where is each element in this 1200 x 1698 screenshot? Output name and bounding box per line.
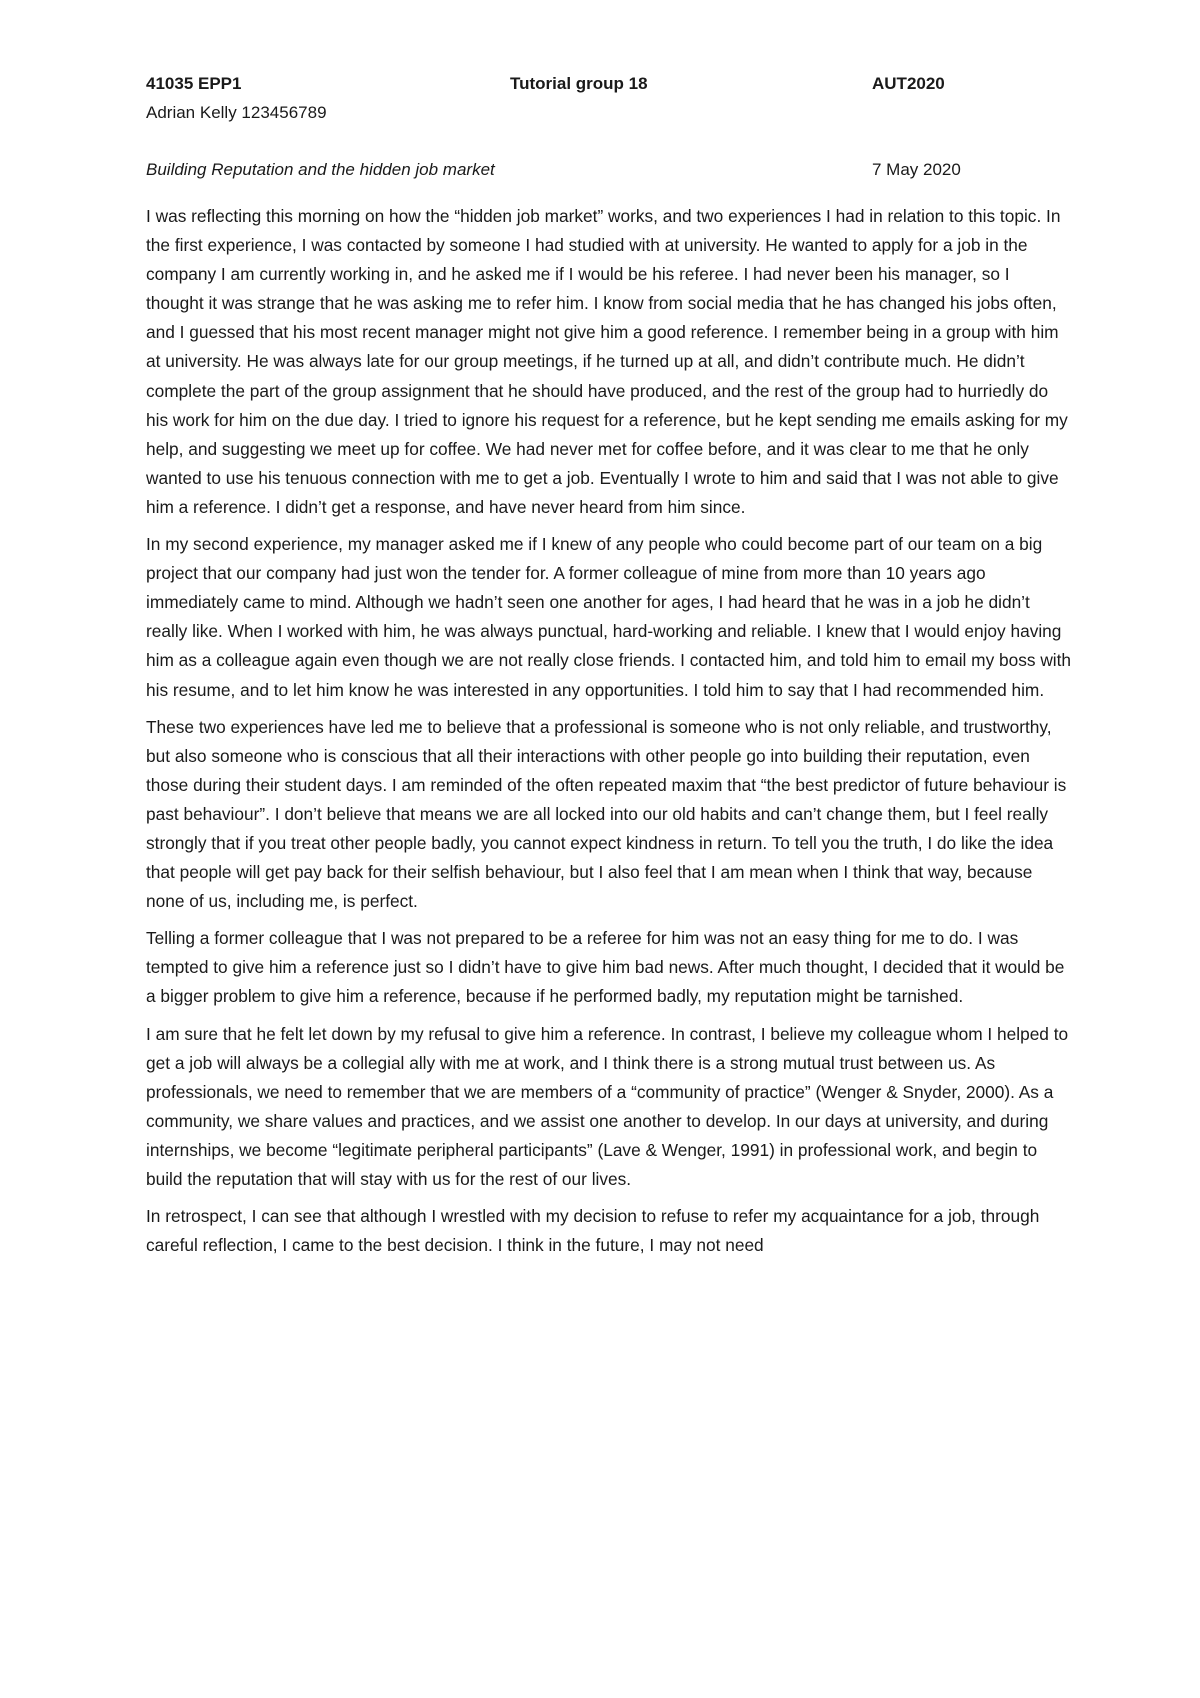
paragraph: In retrospect, I can see that although I wrestled with my decision to refuse to refer my acquaintance for a job, through careful reflection, I came to the best decision. I think in the future, I may not need	[146, 1206, 1040, 1256]
essay-title: Building Reputation and the hidden job market	[146, 160, 495, 179]
paragraph: In my second experience, my manager asked me if I knew of any people who could become part of our team on a big project that our company had just won the tender for. A former colleague of mine from more than 10 years ago immediately came to mind. Although we hadn’t seen one another for ages, I had heard that he was in a job he didn’t really like. When I worked with him, he was always punctual, hard-working and reliable. I knew that I would enjoy having him as a colleague again even though we are not really close friends. I contacted him, and told him to email my boss with his resume, and to let him know he was interested in any opportunities. I told him to say that I had recommended him.	[146, 534, 1072, 700]
paragraph: I was reflecting this morning on how the “hidden job market” works, and two experiences I had in relation to this topic. In the first experience, I was contacted by someone I had studied with at university. He wanted to apply for a job in the company I am currently working in, and he asked me if I would be his referee. I had never been his manager, so I thought it was strange that he was asking me to refer him. I know from social media that he has changed his jobs often, and I guessed that his most recent manager might not give him a good reference. I remember being in a group with him at university. He was always late for our group meetings, if he turned up at all, and didn’t contribute much. He didn’t complete the part of the group assignment that he should have produced, and the rest of the group had to hurriedly do his work for him on the due day. I tried to ignore his request for a reference, but he kept sending me emails asking for my help, and suggesting we meet up for coffee. We had never met for coffee before, and it was clear to me that he only wanted to use his tenuous connection with me to get a job. Eventually I wrote to him and said that I was not able to give him a reference. I didn’t get a response, and have never heard from him since.	[146, 206, 1068, 517]
essay-body	[146, 202, 1072, 1268]
term-label: AUT2020	[872, 74, 945, 93]
paragraph: I am sure that he felt let down by my refusal to give him a reference. In contrast, I believe my colleague whom I helped to get a job will always be a collegial ally with me at work, and I think there is a strong mutual trust between us. As professionals, we need to remember that we are members of a “community of practice” (Wenger & Snyder, 2000). As a community, we share values and practices, and we assist one another to develop. In our days at university, and during internships, we become “legitimate peripheral participants” (Lave & Wenger, 1991) in professional work, and begin to build the reputation that will stay with us for the rest of our lives.	[146, 1023, 1069, 1189]
course-code: 41035 EPP1	[146, 74, 242, 93]
tutorial-group: Tutorial group 18	[510, 74, 648, 93]
student-name-id: Adrian Kelly 123456789	[146, 103, 327, 122]
essay-date: 7 May 2020	[872, 160, 961, 179]
document-header	[146, 74, 966, 102]
paragraph: Telling a former colleague that I was not prepared to be a referee for him was not an easy thing for me to do. I was tempted to give him a reference just so I didn’t have to give him bad news. After much thought, I decided that it would be a bigger problem to give him a reference, because if he performed badly, my reputation might be tarnished.	[146, 928, 1065, 1007]
paragraph: These two experiences have led me to believe that a professional is someone who is not only reliable, and trustworthy, but also someone who is conscious that all their interactions with other people go into building their reputation, even those during their student days. I am reminded of the often repeated maxim that “the best predictor of future behaviour is past behaviour”. I don’t believe that means we are all locked into our old habits and can’t change them, but I feel really strongly that if you treat other people badly, you cannot expect kindness in return. To tell you the truth, I do like the idea that people will get pay back for their selfish behaviour, but I also feel that I am mean when I think that way, because none of us, including me, is perfect.	[146, 716, 1067, 912]
essay-title-row	[146, 160, 966, 186]
